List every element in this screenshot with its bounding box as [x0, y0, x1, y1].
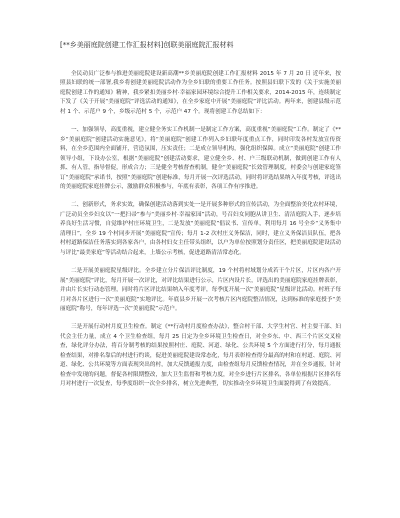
intro-paragraph: 全民动员广泛参与推进美丽庭院建设新高潮**乡美丽庭院创建工作汇报材料 2015 年 7 月 20 日 近年来，按照县妇联的统一部署,我乡将创建美丽庭院活动作为全乡妇联的重要工作任务。按照县妇联下发的《关于实施美丽庭院创建工作的通知》精神，我乡紧扣美丽乡村·幸福家园环境综合提升工作相关要求，2014-2015 年，连续制定下发了《关于开展“美丽庭院”评选活动的通知》，在全乡家庭中开展“美丽庭院”评比活动。两年来，创建县级示范村 1 个、示范户 9 个，乡级示范村 5 个，示范户 47 个。现将创建工作总结如下： — [60, 71, 341, 115]
document-header: [**乡美丽庭院创建工作汇报材料]创联美丽庭院汇报材料 — [60, 41, 234, 49]
section-2b-paragraph: 二是开展美丽庭院星级评比。全乡建立分片保洁评比制度，19 个村将村域划分成若干个片区，片区内各户开展“美丽庭院”评比，每月开展一次评比，对评比结果进行公示，片区内设片长，评选出的美丽庭院家庭挂牌表彰，并由片长实行动态管理，同时将片区评比结果纳入年度考评，每季度开展一次“美丽庭院”星级评比活动。村班子每月对各片区进行一次“美丽庭院”实地评比。年底县乡开展一次考核片区内庭院整洁情况，达到标准的家庭授予“美丽庭院”称号，每年评选一次“美丽庭院”示范户。 — [60, 268, 341, 312]
document-body — [60, 70, 341, 390]
section-1-paragraph: 一、加强领导，高度重视，建立健全务实工作机制一是制定工作方案，高度重视“美丽庭院”工作。制定了《**乡“美丽庭院”创建活动实施意见》，将“美丽庭院”创建工作列入乡妇联年度重点工作，同时印发各村发放宣传资料，在全乡范围内全面铺开，营造氛围，压实责任；二是成立领导机构，强化组织保障。成立“美丽庭院”创建工作领导小组，下设办公室，根据“美丽庭院”创建活动要求，建立健全乡、村、户三级联动机制，做到创建工作有人抓、有人管，指导督促，形成合力；三是健全考核督查机制，健全“美丽庭院”长效管理制度，村委会与创建家庭签订“美丽庭院”承诺书，按照“美丽庭院”创建标准，每月开展一次评选活动，同时将评选结果纳入年度考核，评选出的美丽庭院家庭挂牌公示，激励群众积极参与，年底有表彰，各项工作有序推进。 — [60, 127, 341, 190]
section-3-paragraph: 三是开展行动村月度卫生检查。制定《**行动村月度检查办法》，整合村干部、大学生村官、村主要干部、妇代会主任力量，成立 4 个卫生检查组，每月 25 日定为全乡环境卫生检查日，对全乡东、中、西三个片区交叉检查，绿化评分办法，将百分制考核的结果按照村庄、庭院、河道、绿化、公共环境 5 个方面进行打分，每月通报检查结果，对排名靠后的村进行约谈，促进美丽庭院建设常态化，每月表彰检查得分最高的村和在村道、庭院、河道、绿化、公共环境等方面表现突出的村，加大反馈通报力度，由检查组每月反馈检查情况，并在全乡通报，针对检查中发现的问题，督促各村限期整改，加大卫生监督和考核力度，对全乡进行片区排名，各单位根据片区排名每月对村进行一次复查，每季度组织一次全乡排名，树立先进典型，切实推动全乡环境卫生面貌得到了有效提高。 — [60, 324, 341, 388]
section-2-paragraph: 二、创新形式，务求实效，确保创建活动落到实处一是开展多种形式的宣传活动，为全面整治美化农村环境，广泛动员全乡妇女以“一把扫帚”参与“美丽乡村·幸福家园”活动，号召妇女同胞从讲卫生、清洁庭院入手，逐步培养良好生活习惯，自觉维护村庄环境卫生，二是发放“美丽庭院”倡议书、宣传单，利用每月 16 号全乡“义务集中清理日”，全乡 19 个村同步开展“美丽庭院”宣传；每月 1-2 次村庄义务保洁，同时，建立义务保洁员队伍，把各村村道路保洁任务落实到各家各户，由各村妇女主任带头组织，以户为单位按照划分责任区，把美丽庭院建设活动与评比“最美家庭”等活动结合起来，上墙公示考核，促进道路清洁常态化。 — [60, 202, 341, 256]
